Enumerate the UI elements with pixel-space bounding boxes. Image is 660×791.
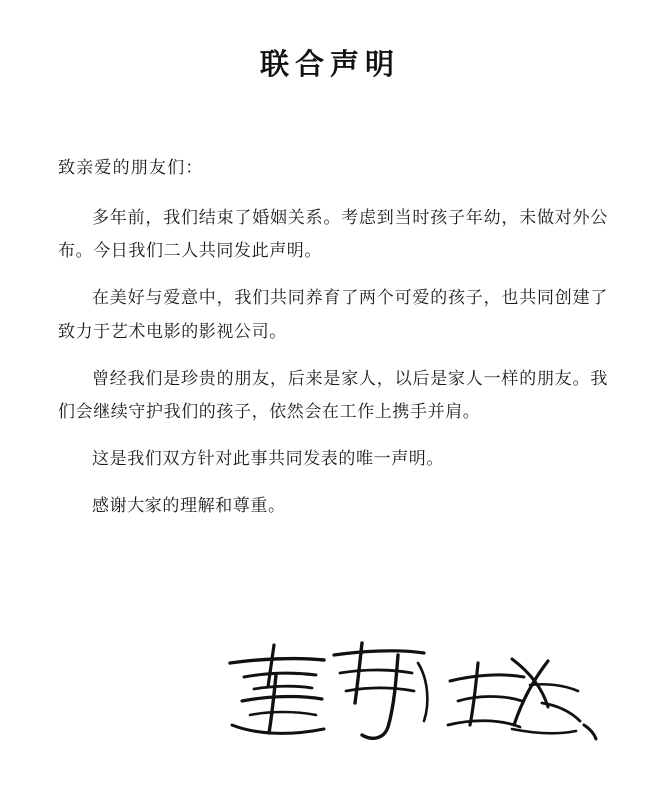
handwritten-signature-icon — [212, 629, 612, 749]
salutation: 致亲爱的朋友们： — [58, 158, 204, 178]
page-title: 联合声明 — [259, 47, 400, 81]
statement-body — [0, 155, 660, 523]
paragraph-4: 这是我们双方针对此事共同发表的唯一声明。 — [92, 449, 444, 470]
paragraph-5: 感谢大家的理解和尊重。 — [92, 496, 286, 517]
paragraph-3: 曾经我们是珍贵的朋友，后来是家人，以后是家人一样的朋友。我们会继续守护我们的孩子，依然会在工作上携手并肩。 — [58, 368, 608, 422]
paragraph-1: 多年前，我们结束了婚姻关系。考虑到当时孩子年幼，未做对外公布。今日我们二人共同发此声明。 — [58, 208, 608, 262]
paragraph-2: 在美好与爱意中，我们共同养育了两个可爱的孩子，也共同创建了致力于艺术电影的影视公司。 — [58, 288, 608, 342]
signature-area — [0, 579, 660, 749]
